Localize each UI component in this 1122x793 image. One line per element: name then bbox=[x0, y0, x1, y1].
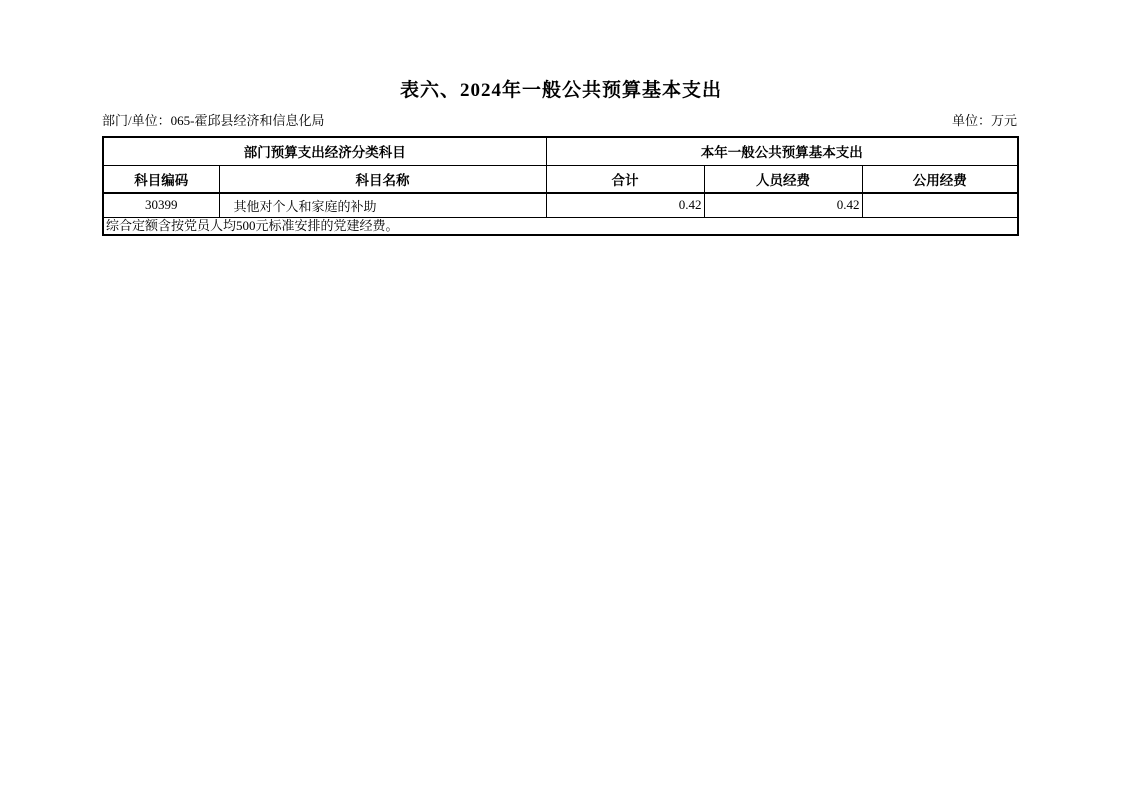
page-title: 表六、2024年一般公共预算基本支出 bbox=[399, 80, 722, 101]
footnote-row bbox=[103, 217, 1018, 235]
col-header-subject-code: 科目编码 bbox=[103, 165, 219, 193]
col-header-personnel-funds: 人员经费 bbox=[704, 165, 862, 193]
col-header-public-funds: 公用经费 bbox=[862, 165, 1018, 193]
meta-row bbox=[102, 113, 1017, 129]
column-header-row bbox=[103, 165, 1018, 193]
col-header-subject-name: 科目名称 bbox=[219, 165, 546, 193]
col-header-total: 合计 bbox=[546, 165, 704, 193]
header-group-row bbox=[103, 137, 1018, 165]
cell-subject-code: 30399 bbox=[103, 193, 219, 217]
header-group-basic-expenditure: 本年一般公共预算基本支出 bbox=[546, 137, 1018, 165]
cell-public-funds bbox=[862, 193, 1018, 217]
budget-table bbox=[102, 136, 1019, 236]
table-row bbox=[103, 193, 1018, 217]
department-unit-label: 部门/单位：065-霍邱县经济和信息化局 bbox=[102, 113, 325, 128]
currency-unit-label: 单位：万元 bbox=[951, 113, 1017, 128]
cell-total: 0.42 bbox=[546, 193, 704, 217]
cell-personnel-funds: 0.42 bbox=[704, 193, 862, 217]
cell-subject-name: 其他对个人和家庭的补助 bbox=[219, 193, 546, 217]
table-footnote: 综合定额含按党员人均500元标准安排的党建经费。 bbox=[103, 217, 1018, 235]
header-group-classification: 部门预算支出经济分类科目 bbox=[103, 137, 546, 165]
